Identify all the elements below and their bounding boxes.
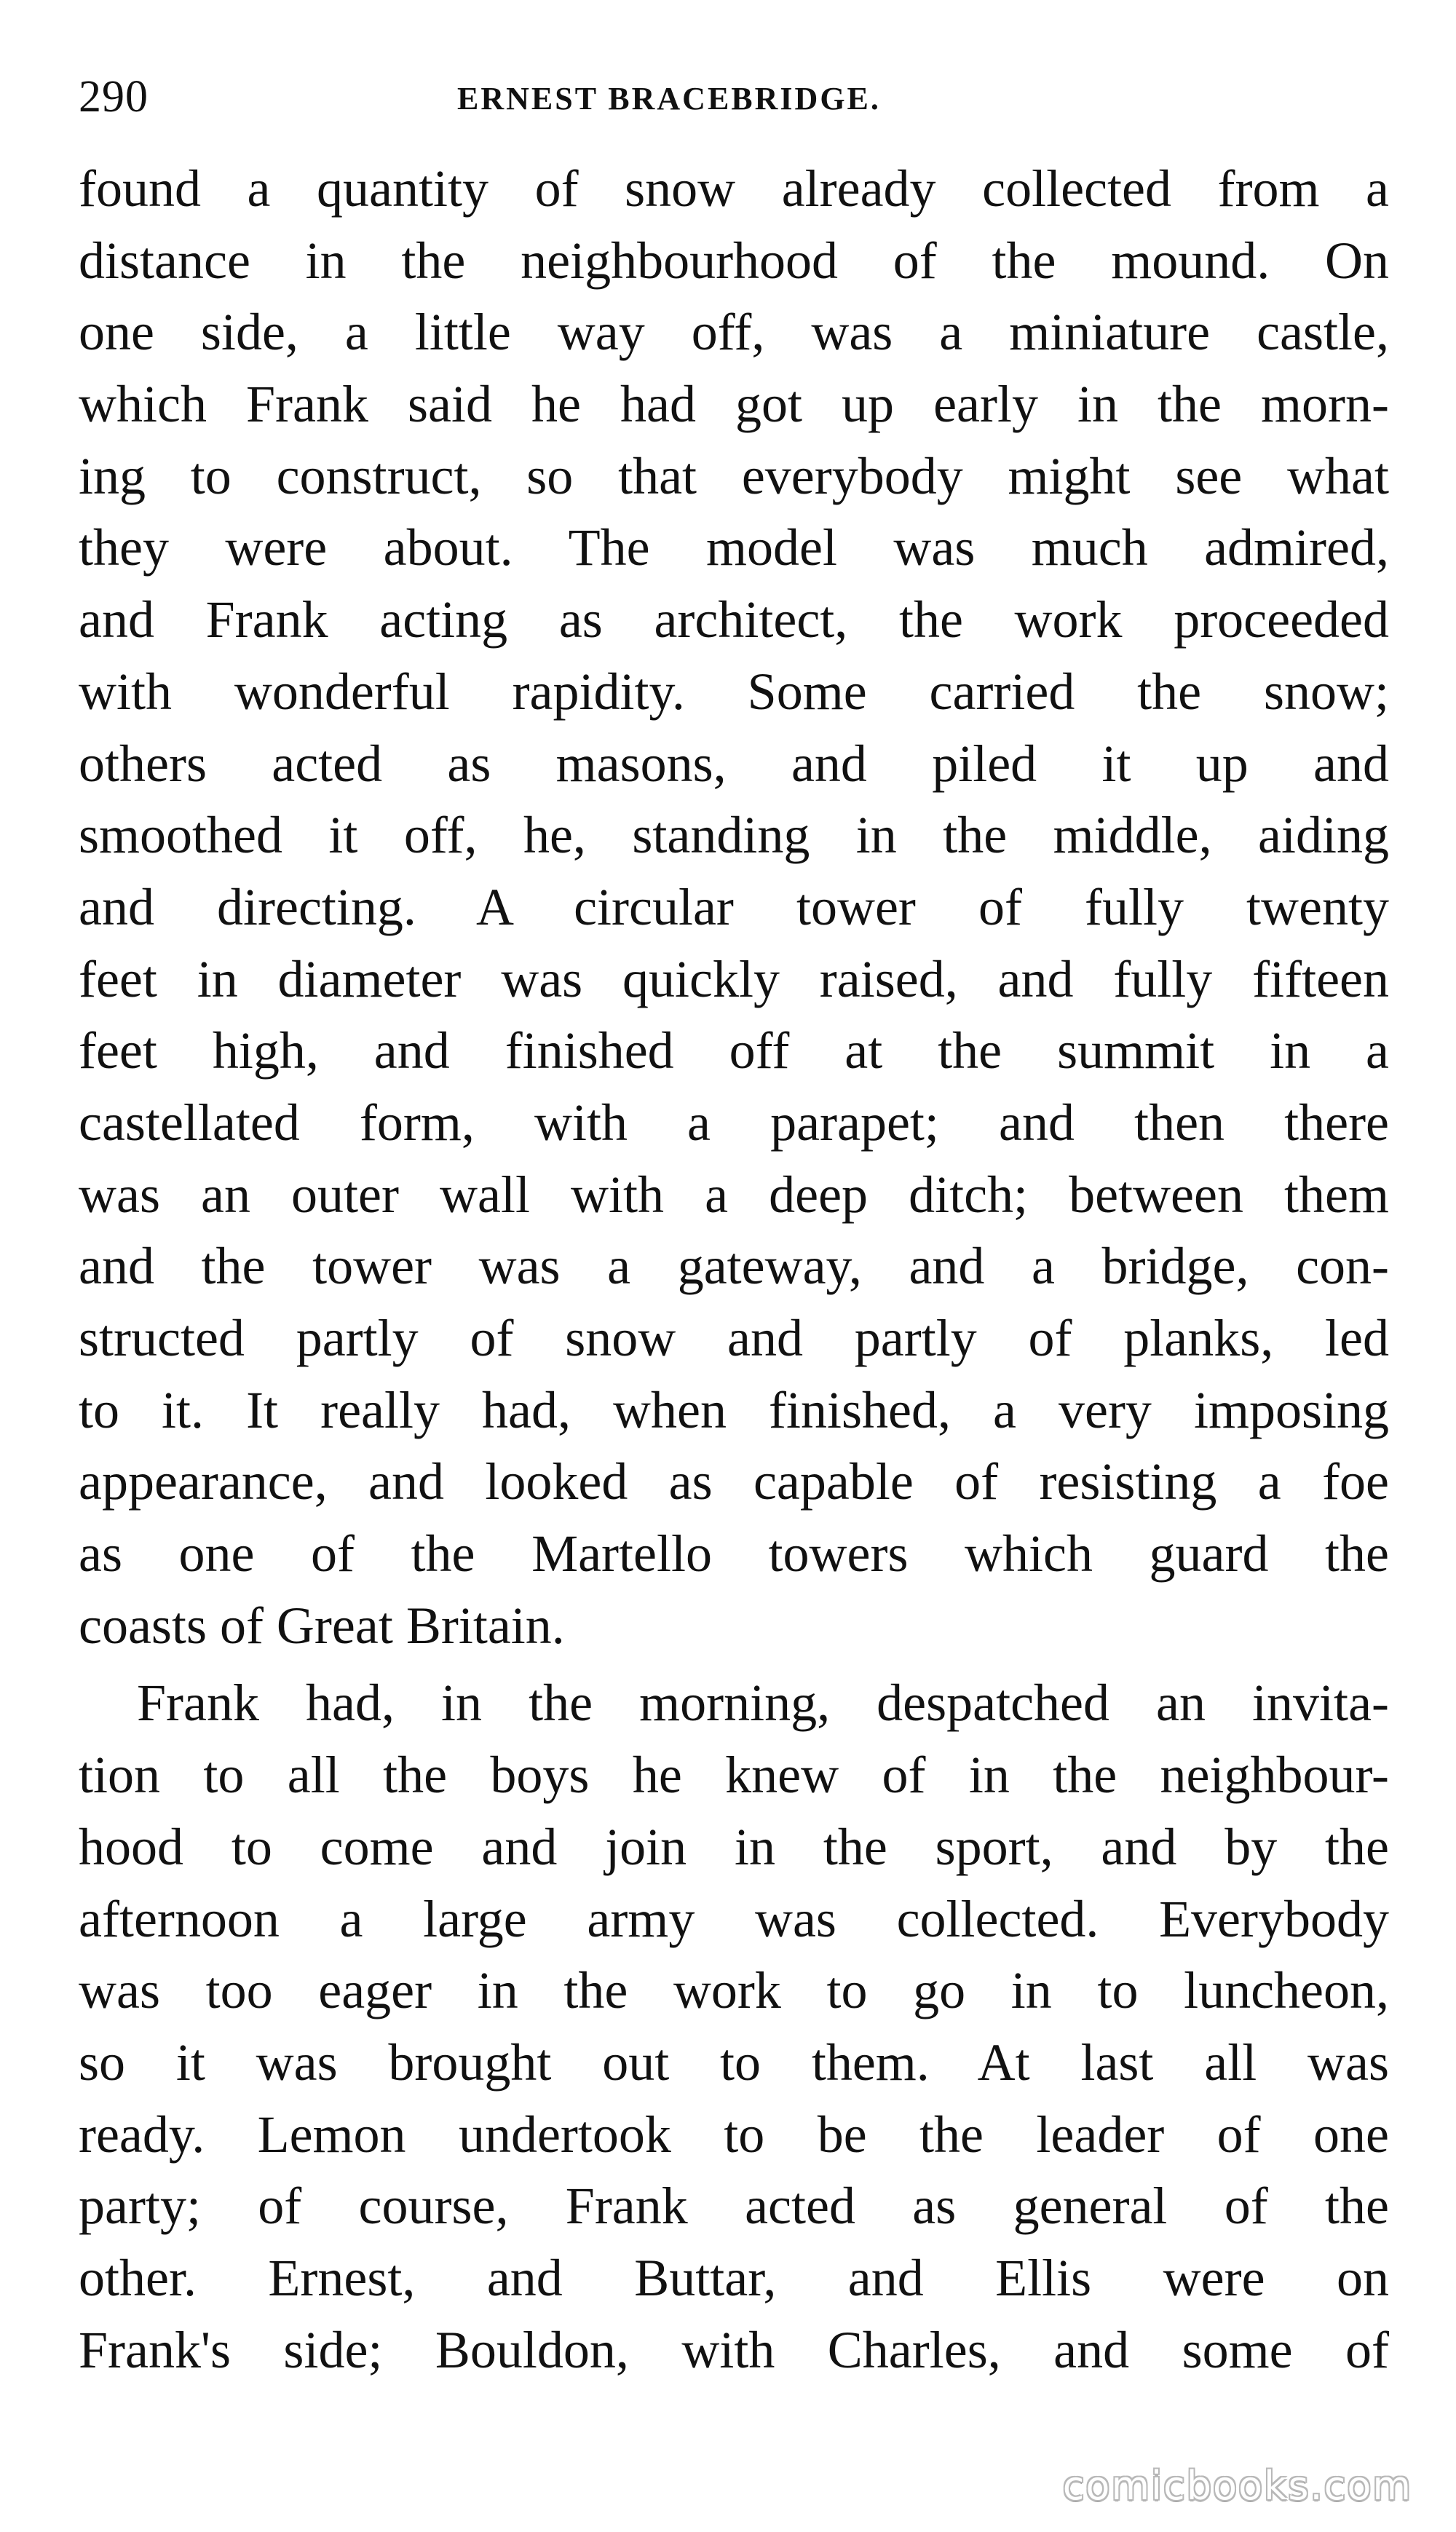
text-line: other. Ernest, and Buttar, and Ellis were on xyxy=(79,2248,1389,2307)
body-text xyxy=(79,153,1389,2386)
text-line: and the tower was a gateway, and a bridge, con- xyxy=(79,1237,1389,1296)
text-line: feet in diameter was quickly raised, and fully fifteen xyxy=(79,949,1389,1008)
page-header xyxy=(79,64,1386,130)
text-line: party; of course, Frank acted as general of the xyxy=(79,2177,1389,2236)
text-line: smoothed it off, he, standing in the middle, aiding xyxy=(79,806,1389,865)
text-line: ing to construct, so that everybody might see what xyxy=(79,446,1389,505)
text-line: hood to come and join in the sport, and by the xyxy=(79,1817,1389,1876)
text-line: others acted as masons, and piled it up and xyxy=(79,734,1389,793)
text-line: with wonderful rapidity. Some carried the snow; xyxy=(79,662,1389,721)
watermark-logo: comicbooks.com xyxy=(1062,2463,1412,2509)
text-line: which Frank said he had got up early in the morn- xyxy=(79,375,1389,434)
text-line: Frank had, in the morning, despatched an invita- xyxy=(137,1674,1389,1733)
text-line: Frank's side; Bouldon, with Charles, and some of xyxy=(79,2320,1389,2379)
text-line: they were about. The model was much admired, xyxy=(79,518,1389,577)
page-number: 290 xyxy=(79,72,149,122)
text-line: was an outer wall with a deep ditch; between them xyxy=(79,1165,1389,1224)
text-line: so it was brought out to them. At last all was xyxy=(79,2033,1389,2092)
running-title: ERNEST BRACEBRIDGE. xyxy=(457,81,881,116)
text-line: appearance, and looked as capable of resisting a foe xyxy=(79,1452,1389,1511)
text-line: ready. Lemon undertook to be the leader of one xyxy=(79,2105,1389,2164)
text-line: tion to all the boys he knew of in the neighbour- xyxy=(79,1746,1389,1805)
text-line: to it. It really had, when finished, a very imposing xyxy=(79,1380,1389,1439)
text-line: one side, a little way off, was a miniature castle, xyxy=(79,303,1389,362)
text-line: as one of the Martello towers which guard the xyxy=(79,1524,1389,1583)
text-line: feet high, and finished off at the summit in a xyxy=(79,1021,1389,1080)
text-line: castellated form, with a parapet; and then there xyxy=(79,1093,1389,1152)
text-line: distance in the neighbourhood of the mound. On xyxy=(79,231,1389,290)
text-line: structed partly of snow and partly of planks, led xyxy=(79,1309,1389,1367)
text-line: coasts of Great Britain. xyxy=(79,1596,565,1655)
text-line: found a quantity of snow already collected from a xyxy=(79,159,1389,218)
text-line: afternoon a large army was collected. Everybody xyxy=(79,1889,1389,1948)
text-line: and directing. A circular tower of fully twenty xyxy=(79,877,1389,936)
paragraph-gap xyxy=(79,1661,1389,1667)
text-line: and Frank acting as architect, the work proceeded xyxy=(79,590,1389,649)
text-line: was too eager in the work to go in to luncheon, xyxy=(79,1961,1389,2020)
